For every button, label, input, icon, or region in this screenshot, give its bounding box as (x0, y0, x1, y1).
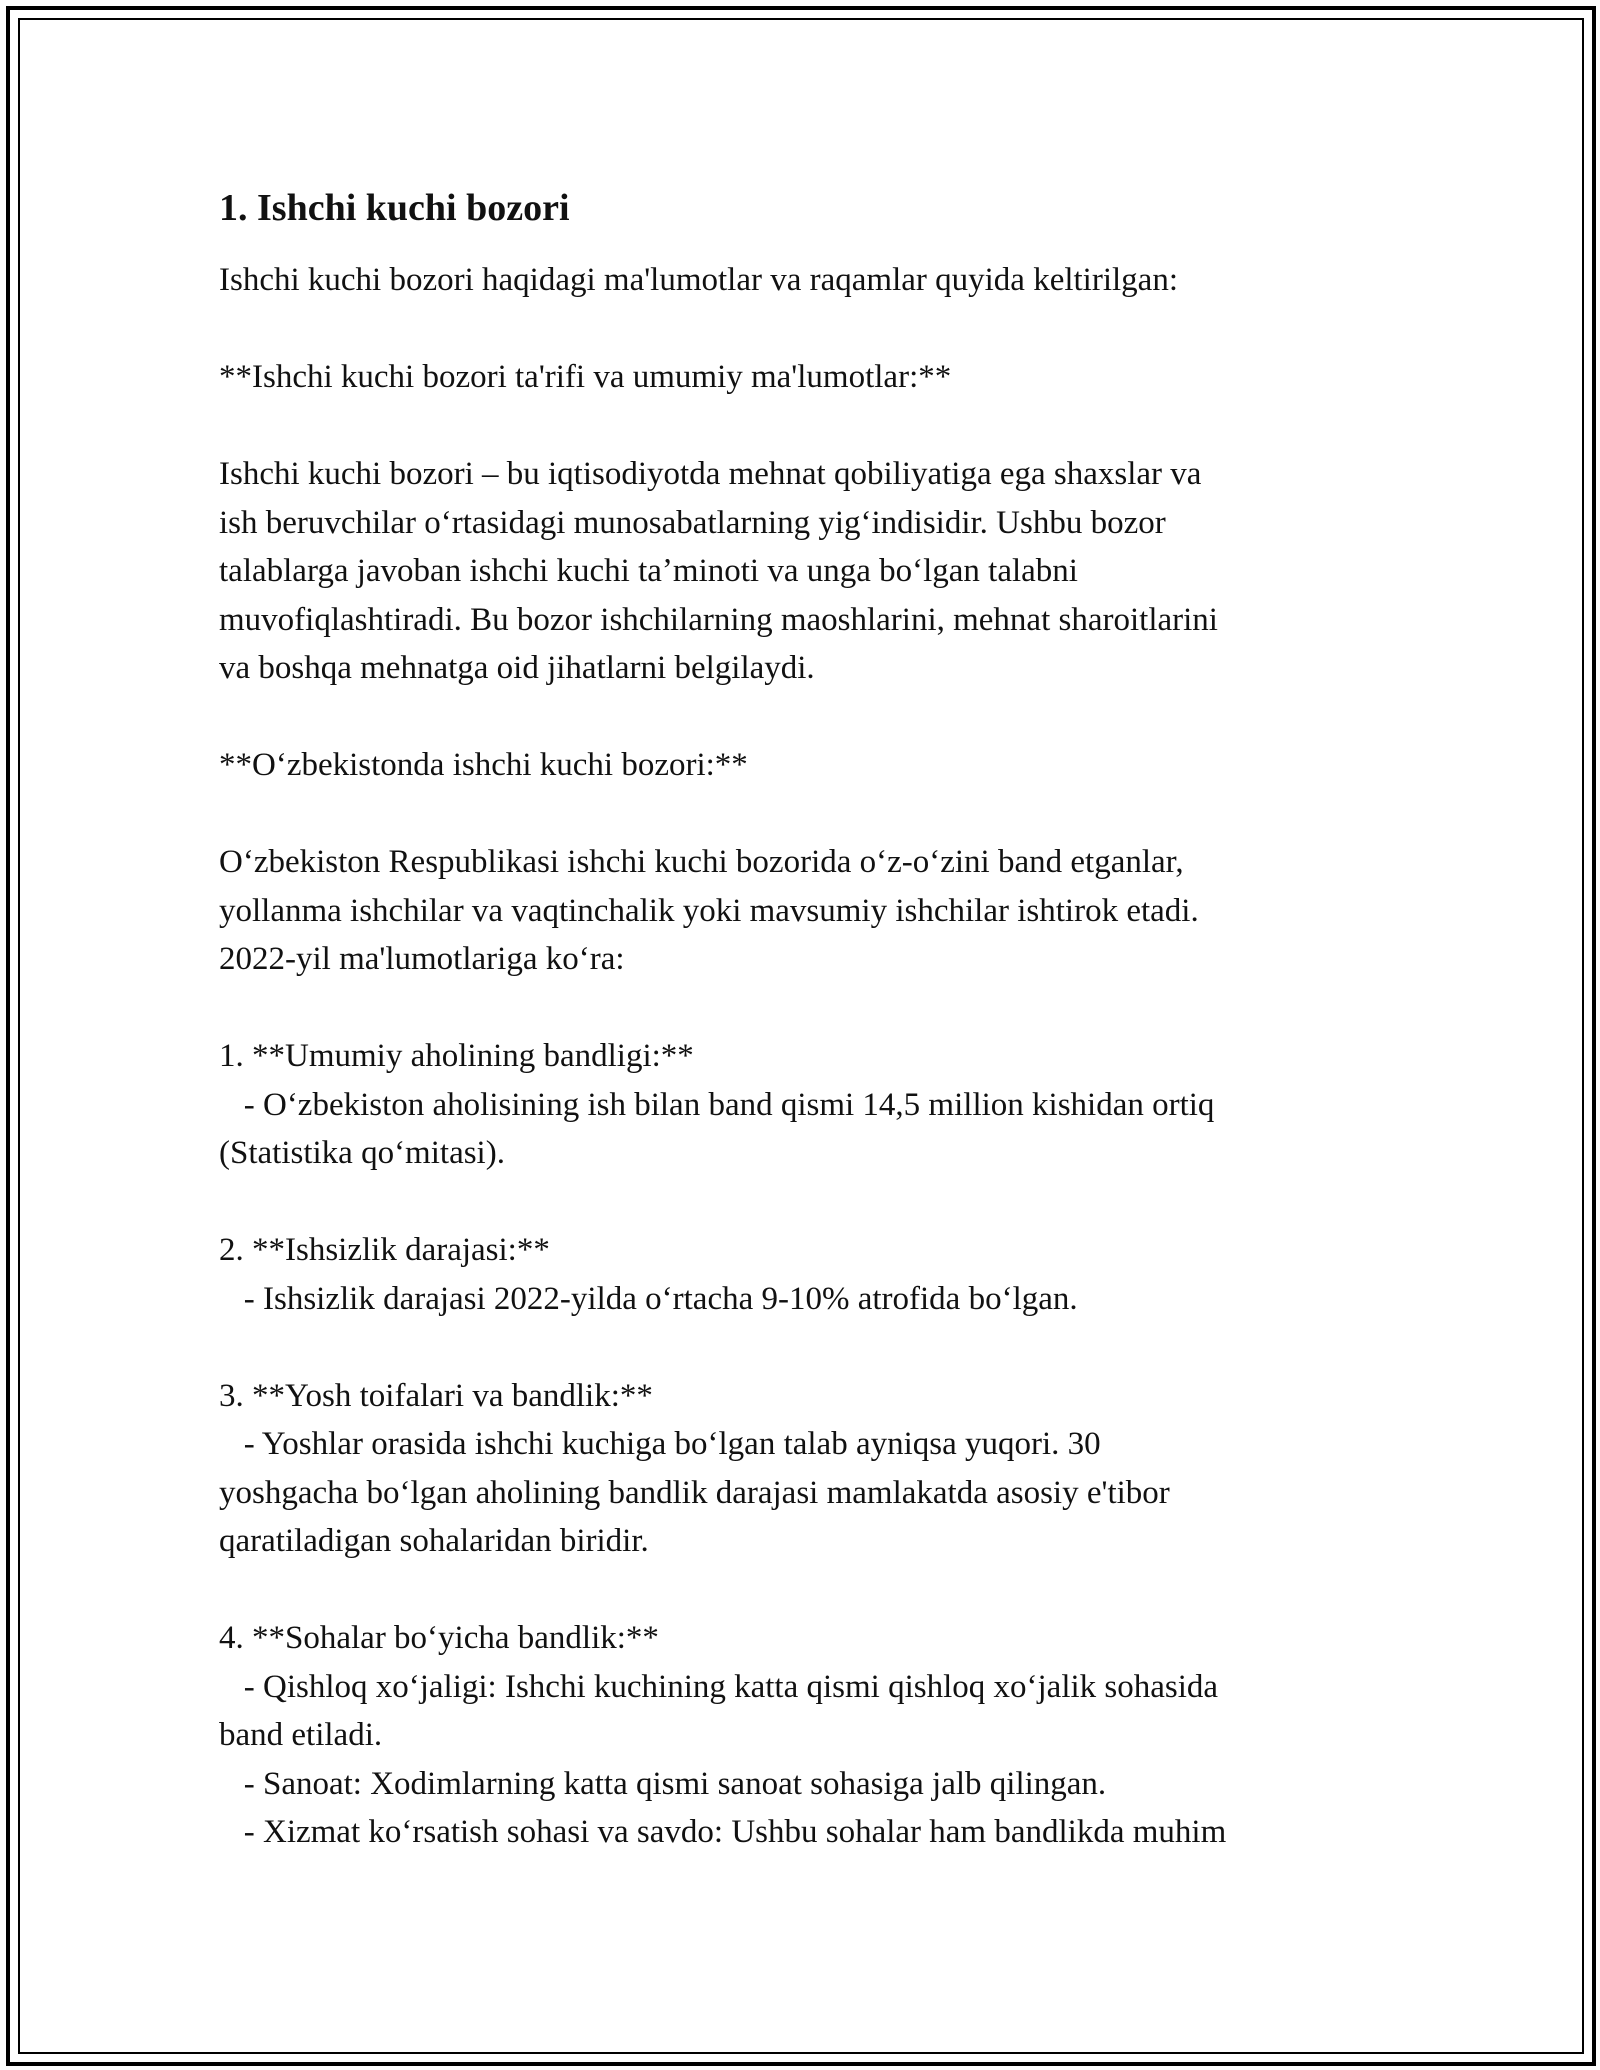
paragraph-gap (219, 1178, 1369, 1227)
paragraph-gap (219, 1566, 1369, 1615)
text-line: Oʻzbekiston Respublikasi ishchi kuchi bozorida oʻz-oʻzini band etganlar, (219, 844, 1184, 880)
uzbekistan-title: **Oʻzbekistonda ishchi kuchi bozori:** (219, 747, 748, 783)
list-item (219, 1226, 1369, 1323)
list-item-line: yoshgacha boʻlgan aholining bandlik darajasi mamlakatda asosiy e'tibor (219, 1474, 1170, 1511)
paragraph-gap (219, 790, 1369, 839)
paragraph-gap (219, 693, 1369, 742)
list-item-line: qaratiladigan sohalaridan biridir. (219, 1523, 649, 1559)
paragraph-gap (219, 402, 1369, 451)
list-item-line: (Statistika qoʻmitasi). (219, 1135, 505, 1171)
text-line: va boshqa mehnatga oid jihatlarni belgilaydi. (219, 650, 815, 686)
list-item-line: - Ishsizlik darajasi 2022-yilda oʻrtacha 9-10% atrofida boʻlgan. (219, 1280, 1078, 1317)
list-item-line: band etiladi. (219, 1717, 383, 1753)
list-item (219, 1372, 1369, 1566)
paragraph-gap (219, 1323, 1369, 1372)
text-line: 2022-yil ma'lumotlariga koʻra: (219, 941, 625, 977)
list-item-line: - Oʻzbekiston aholisining ish bilan band qismi 14,5 million kishidan ortiq (219, 1086, 1215, 1123)
paragraph-gap (219, 984, 1369, 1033)
intro-paragraph: Ishchi kuchi bozori haqidagi ma'lumotlar va raqamlar quyida keltirilgan: (219, 262, 1178, 298)
text-line: talablarga javoban ishchi kuchi taʼminoti va unga boʻlgan talabni (219, 553, 1078, 589)
definition-title: **Ishchi kuchi bozori ta'rifi va umumiy ma'lumotlar:** (219, 359, 952, 395)
list-item-title: 1. **Umumiy aholining bandligi:** (219, 1038, 694, 1074)
text-line: Ishchi kuchi bozori – bu iqtisodiyotda mehnat qobiliyatiga ega shaxslar va (219, 456, 1202, 492)
list-item (219, 1032, 1369, 1178)
list-item-line: - Sanoat: Xodimlarning katta qismi sanoat sohasiga jalb qilingan. (219, 1765, 1107, 1802)
list-item-title: 4. **Sohalar boʻyicha bandlik:** (219, 1620, 659, 1656)
document-body (219, 184, 1369, 1857)
definition-paragraph (219, 450, 1369, 693)
paragraph-gap (219, 305, 1369, 354)
uzbekistan-paragraph (219, 838, 1369, 984)
list-item-title: 2. **Ishsizlik darajasi:** (219, 1232, 550, 1268)
text-line: ish beruvchilar oʻrtasidagi munosabatlarning yigʻindisidir. Ushbu bozor (219, 504, 1166, 541)
text-line: yollanma ishchilar va vaqtinchalik yoki mavsumiy ishchilar ishtirok etadi. (219, 892, 1199, 929)
list-item-line: - Yoshlar orasida ishchi kuchiga boʻlgan talab ayniqsa yuqori. 30 (219, 1426, 1101, 1462)
list-item-title: 3. **Yosh toifalari va bandlik:** (219, 1377, 653, 1414)
list-item (219, 1614, 1369, 1857)
section-heading: 1. Ishchi kuchi bozori (219, 187, 570, 229)
list-item-line: - Xizmat koʻrsatish sohasi va savdo: Ushbu sohalar ham bandlikda muhim (219, 1814, 1227, 1850)
text-line: muvofiqlashtiradi. Bu bozor ishchilarning maoshlarini, mehnat sharoitlarini (219, 601, 1218, 638)
list-item-line: - Qishloq xoʻjaligi: Ishchi kuchining katta qismi qishloq xoʻjalik sohasida (219, 1668, 1219, 1705)
